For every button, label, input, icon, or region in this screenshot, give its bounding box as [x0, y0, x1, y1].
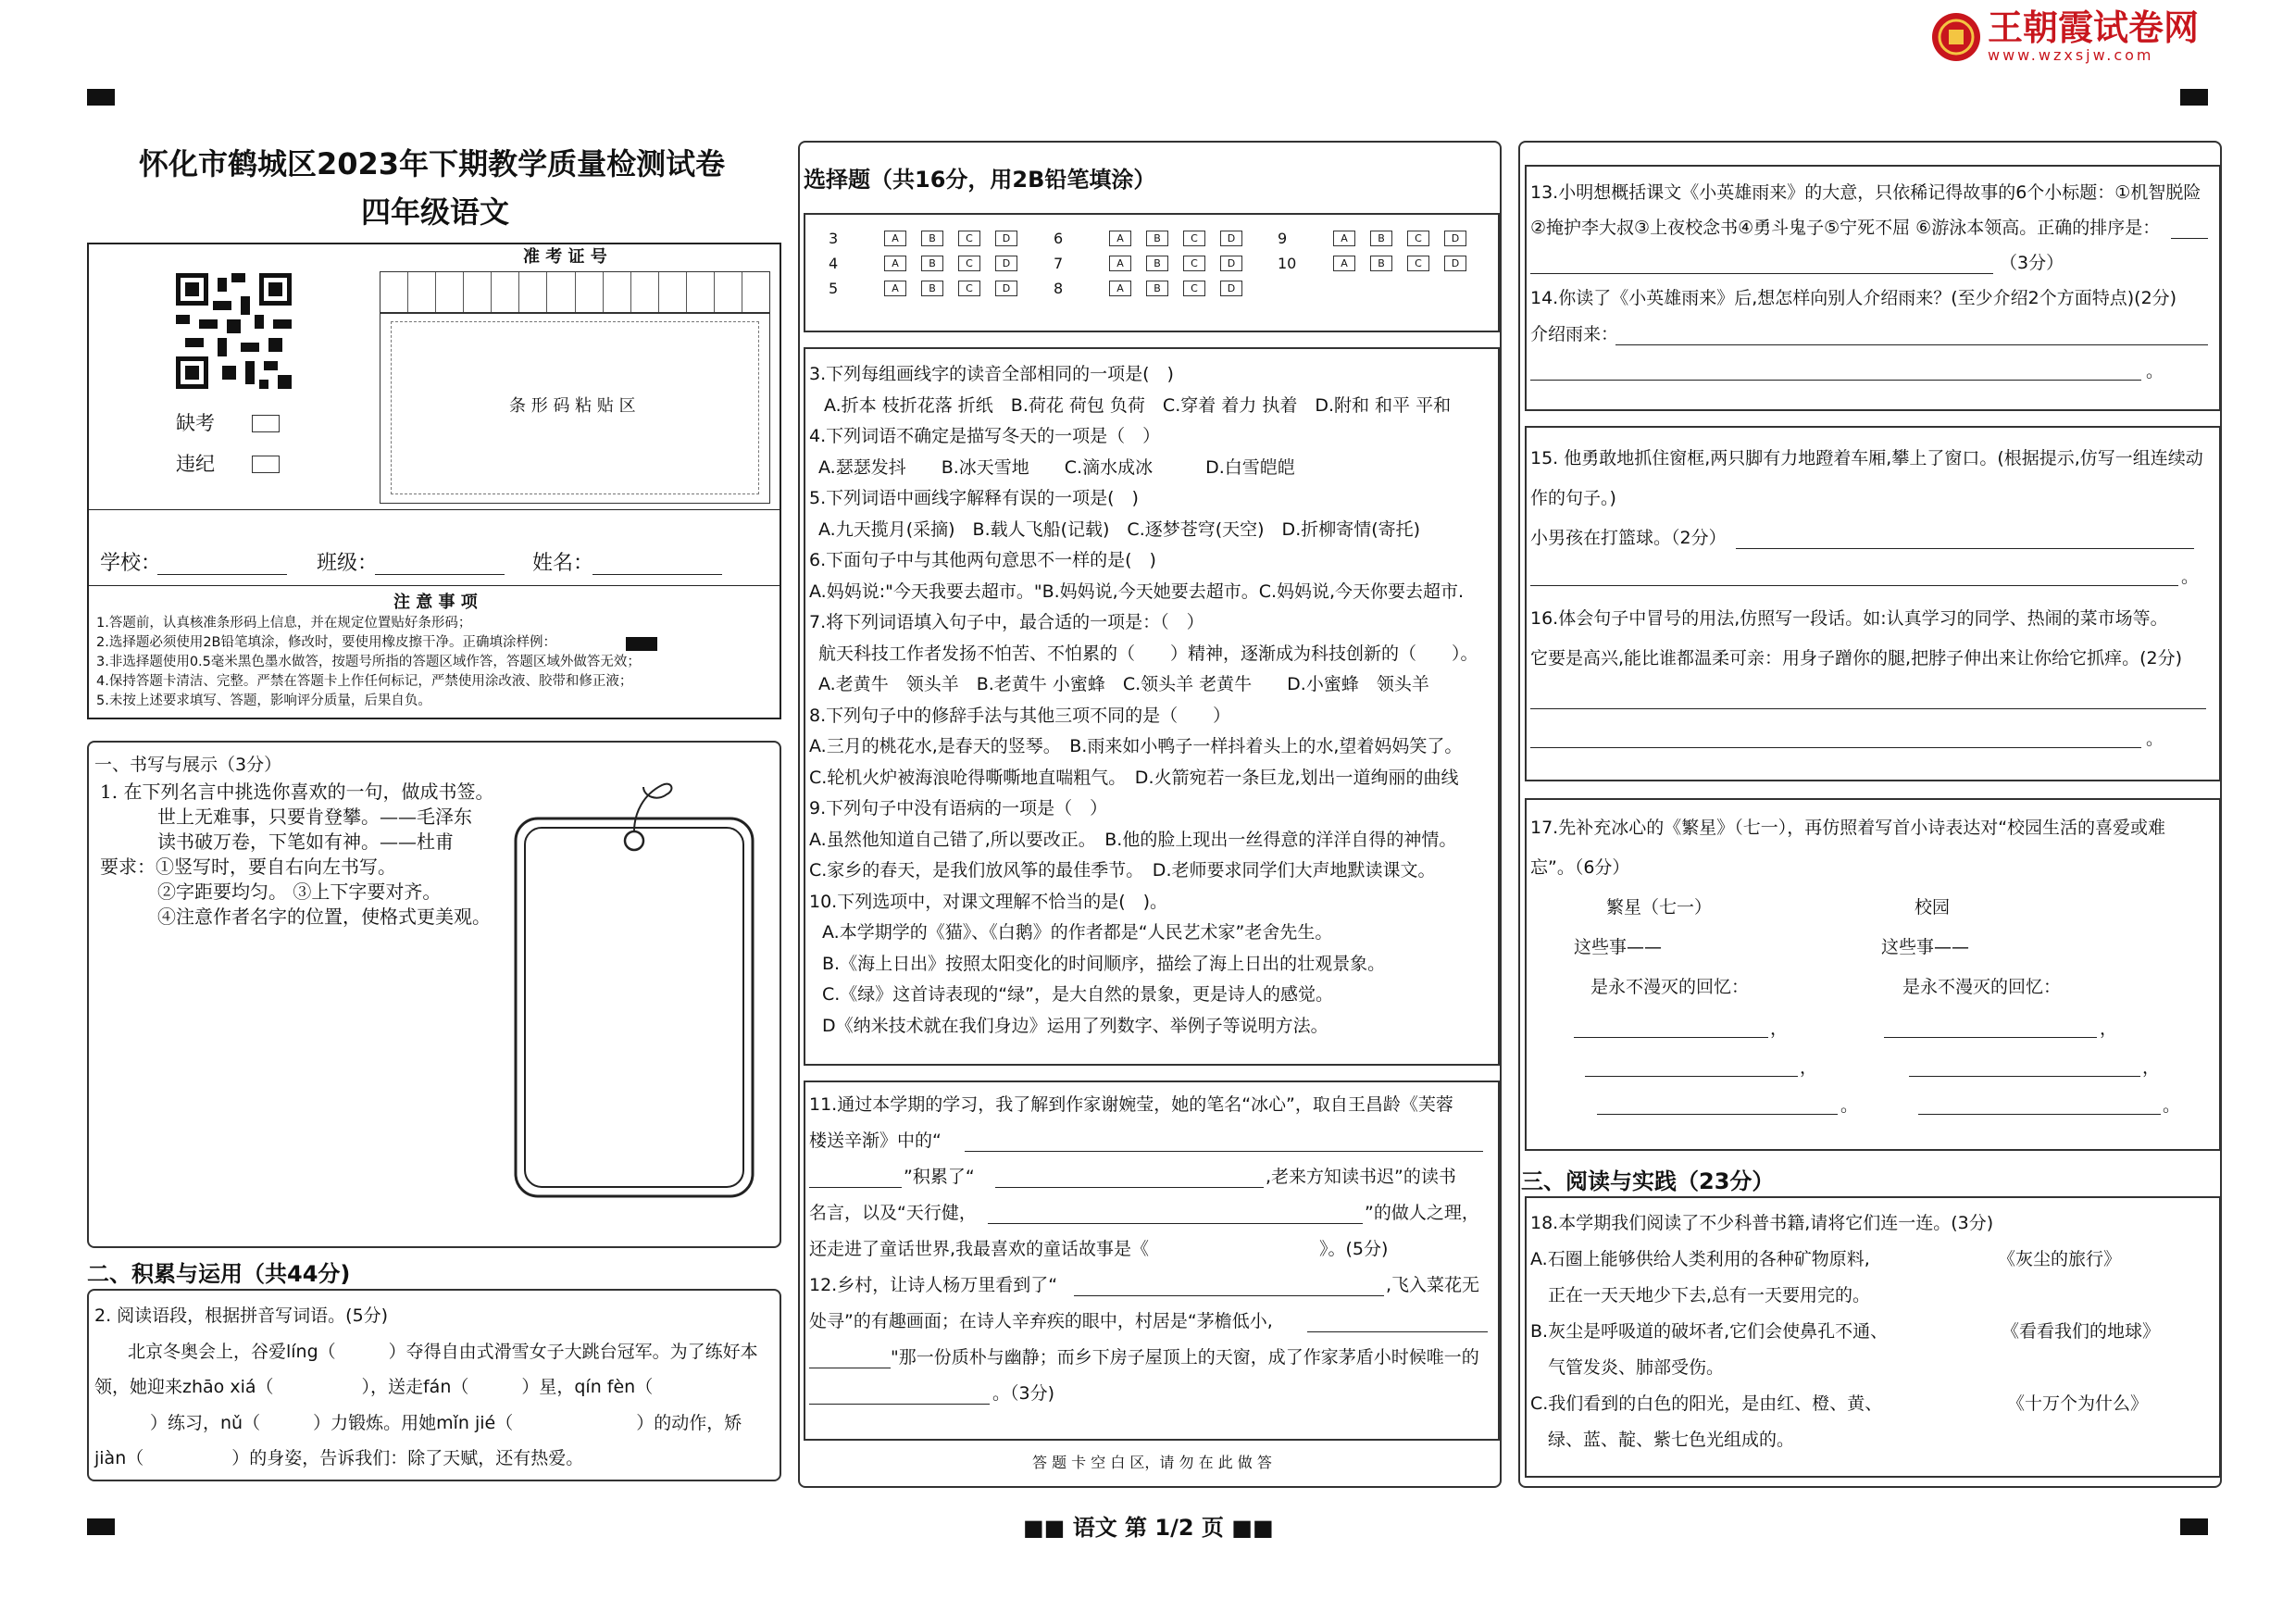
corner-mark — [87, 1518, 115, 1535]
q8-options-b: C.轮机火炉被海浪呛得嘶嘶地直喘粗气。 D.火箭宛若一条巨龙,划出一道绚丽的曲线 — [809, 768, 1459, 788]
q5: 5.下列词语中画线字解释有误的一项是( ) — [809, 488, 1139, 508]
q16-line: 16.体会句子中冒号的用法,仿照写一段话。如:认真学习的同学、热闹的菜市场等。 — [1530, 608, 2168, 629]
answer-line[interactable] — [1574, 1037, 1768, 1038]
q8: 8.下列句子中的修辞手法与其他三项不同的是（ ） — [809, 706, 1231, 726]
q4: 4.下列词语不确定是描写冬天的一项是（ ） — [809, 426, 1161, 446]
q18-c1: C.我们看到的白色的阳光，是由红、橙、黄、 — [1530, 1393, 1883, 1414]
notice-item: 4.保持答题卡清洁、完整。严禁在答题卡上作任何标记，严禁使用涂改液、胶带和修正液； — [96, 674, 633, 689]
q6-options: A.妈妈说:"今天我要去超市。"B.妈妈说,今天她要去超市。C.妈妈说,今天你要去超市. — [809, 581, 1465, 602]
q17-line: 17.先补充冰心的《繁星》（七一），再仿照着写首小诗表达对“校园生活的喜爱或难 — [1530, 818, 2166, 838]
bubble-b[interactable]: B — [1146, 231, 1168, 246]
corner-mark — [2180, 1518, 2208, 1535]
q12-line: "那一份质朴与幽静；而乡下房子屋顶上的天窗，成了作家茅盾小时候唯一的 — [891, 1347, 1479, 1368]
q15-line: 作的句子。) — [1530, 488, 1616, 508]
bubble-d[interactable]: D — [1220, 256, 1242, 271]
q11-line: ”积累了“ — [904, 1167, 975, 1187]
class-label: 班级： — [317, 552, 379, 575]
q9: 9.下列句子中没有语病的一项是（ ） — [809, 798, 1108, 818]
q13-line: ②掩护李大叔③上夜校念书④勇斗鬼子⑤宁死不屈 ⑥游泳本领高。正确的排序是： — [1530, 218, 2161, 238]
violation-label: 违纪 — [176, 453, 215, 475]
q11-line: 还走进了童话世界,我最喜欢的童话故事是《 — [809, 1239, 1150, 1259]
answer-row[interactable] — [1054, 229, 1257, 247]
poem-b-line: 这些事—— — [1881, 937, 1970, 957]
q-num: 8 — [1054, 279, 1064, 297]
answer-line[interactable] — [1074, 1295, 1384, 1296]
q1-req-3: ④注意作者名字的位置，使格式更美观。 — [157, 906, 491, 928]
answer-row[interactable] — [1054, 254, 1257, 272]
punct: ， — [2142, 1057, 2161, 1078]
name-field[interactable] — [592, 574, 722, 575]
answer-row[interactable] — [829, 279, 1032, 297]
poem-a-line: 这些事—— — [1574, 937, 1663, 957]
bubble-d[interactable]: D — [1220, 231, 1242, 246]
answer-line[interactable] — [2171, 238, 2208, 239]
brand-seal-icon — [1930, 11, 1982, 63]
notice-item: 1.答题前，认真核准条形码上信息，并在规定位置贴好条形码； — [96, 616, 472, 631]
q1-quote-b: 读书破万卷，下笔如有神。——杜甫 — [157, 831, 454, 853]
q18-a1: A.石圈上能够供给人类利用的各种矿物原料, — [1530, 1249, 1870, 1269]
q-num: 7 — [1054, 254, 1064, 272]
bubble-b[interactable]: B — [1370, 256, 1392, 271]
zkz-label: 准 考 证 号 — [523, 247, 607, 267]
q12-line: 处寻”的有趣画面；在诗人辛弃疾的眼中，村居是“茅檐低小, — [809, 1311, 1273, 1331]
bubble-c[interactable]: C — [1183, 256, 1205, 271]
q17-line: 忘”。（6分） — [1530, 857, 1630, 878]
blank-area-notice: 答 题 卡 空 白 区，请 勿 在 此 做 答 — [1032, 1454, 1272, 1471]
q-num: 4 — [829, 254, 839, 272]
bubble-a[interactable]: A — [1109, 256, 1131, 271]
answer-row[interactable] — [1054, 279, 1257, 297]
answer-row[interactable] — [1278, 229, 1481, 247]
notice-title: 注 意 事 项 — [393, 593, 478, 612]
q-num: 5 — [829, 279, 839, 297]
page-title: 怀化市鹤城区2023年下期教学质量检测试卷 — [139, 146, 726, 181]
answer-line[interactable] — [995, 1187, 1264, 1188]
bubble-a[interactable]: A — [1109, 231, 1131, 246]
answer-line[interactable] — [1530, 380, 2141, 381]
brand-url: www.wzxsjw.com — [1988, 46, 2154, 64]
q16-end: 。 — [2146, 729, 2164, 749]
q2-line: jiàn（ ）的身姿，告诉我们：除了天赋，还有热爱。 — [94, 1448, 584, 1468]
bubble-d[interactable]: D — [995, 256, 1017, 271]
q1-text: 1. 在下列名言中挑选你喜欢的一句，做成书签。 — [100, 781, 494, 803]
punct: ， — [2100, 1018, 2118, 1039]
page-subtitle: 四年级语文 — [361, 194, 510, 230]
bubble-b[interactable]: B — [921, 231, 943, 246]
q2-line: ）练习，nǔ（ ）力锻炼。用她mǐn jié（ ）的动作，矫 — [150, 1413, 742, 1433]
q16-line: 它要是高兴,能比谁都温柔可亲：用身子蹭你的腿,把脖子伸出来让你给它抓痒。(2分) — [1530, 648, 2182, 668]
answer-line[interactable] — [1615, 344, 2208, 345]
bubble-c[interactable]: C — [1183, 281, 1205, 296]
bubble-d[interactable]: D — [995, 281, 1017, 296]
q14-line: 介绍雨来： — [1530, 324, 1619, 344]
poem-a-title: 繁星（七一） — [1606, 897, 1713, 918]
answer-line[interactable] — [809, 1404, 990, 1405]
poem-b-line: 是永不漫灭的回忆： — [1902, 977, 2062, 997]
q18-b1: B.灰尘是呼吸道的破坏者,它们会使鼻孔不通、 — [1530, 1321, 1889, 1342]
answer-line[interactable] — [1736, 548, 2194, 549]
answer-line[interactable] — [1530, 747, 2141, 748]
q12-line: ,飞入菜花无 — [1386, 1275, 1480, 1295]
q15-line: 15. 他勇敢地抓住窗框,两只脚有力地蹬着车厢,攀上了窗口。(根据提示,仿写一组连续动 — [1530, 448, 2203, 468]
answer-row[interactable] — [829, 229, 1032, 247]
answer-line[interactable] — [1918, 1114, 2161, 1115]
poem-a-line: 是永不漫灭的回忆： — [1590, 977, 1750, 997]
info-divider — [87, 509, 781, 510]
school-field[interactable] — [157, 574, 287, 575]
punct: ， — [1770, 1018, 1789, 1039]
bubble-b[interactable]: B — [1146, 281, 1168, 296]
q1-quote-a: 世上无难事，只要肯登攀。——毛泽东 — [157, 806, 472, 828]
q10-option-c: C.《绿》这首诗表现的“绿”，是大自然的景象，更是诗人的感觉。 — [822, 984, 1333, 1005]
school-label: 学校： — [100, 552, 162, 575]
bubble-b[interactable]: B — [1370, 231, 1392, 246]
q15-q16-box — [1525, 426, 2221, 781]
q-num: 9 — [1278, 229, 1288, 247]
notice-item: 2.选择题必须使用2B铅笔填涂，修改时，要使用橡皮擦干净。正确填涂样例： — [96, 635, 557, 650]
info-divider — [87, 585, 781, 586]
q12-line: 12.乡村，让诗人杨万里看到了“ — [809, 1275, 1058, 1295]
q10-option-b: B.《海上日出》按照太阳变化的时间顺序，描绘了海上日出的壮观景象。 — [822, 954, 1386, 974]
q13-line: 13.小明想概括课文《小英雄雨来》的大意，只依稀记得故事的6个小标题：①机智脱险 — [1530, 182, 2201, 203]
q18-book-3[interactable]: 《十万个为什么》 — [2007, 1393, 2149, 1414]
poem-b-title: 校园 — [1915, 897, 1951, 918]
q12-line: 。（3分) — [992, 1383, 1055, 1404]
q7: 7.将下列词语填入句子中，最合适的一项是：（ ） — [809, 612, 1204, 632]
q2-title: 2. 阅读语段，根据拼音写词语。(5分) — [94, 1305, 389, 1326]
bubble-b[interactable]: B — [921, 281, 943, 296]
zkz-grid[interactable] — [380, 271, 770, 314]
answer-line[interactable] — [1530, 273, 1993, 274]
qr-code-icon — [176, 273, 292, 389]
bubble-a[interactable]: A — [1109, 281, 1131, 296]
violation-checkbox[interactable] — [252, 456, 280, 473]
q7-options: A.老黄牛 领头羊 B.老黄牛 小蜜蜂 C.领头羊 老黄牛 D.小蜜蜂 领头羊 — [818, 674, 1429, 694]
q4-options: A.瑟瑟发抖 B.冰天雪地 C.滴水成冰 D.白雪皑皑 — [818, 457, 1295, 478]
q6: 6.下面句子中与其他两句意思不一样的是( ) — [809, 550, 1156, 570]
q17-box — [1525, 798, 2221, 1151]
q8-options-a: A.三月的桃花水,是春天的竖琴。 B.雨来如小鸭子一样抖着头上的水,望着妈妈笑了。 — [809, 736, 1463, 756]
bubble-a[interactable]: A — [884, 281, 906, 296]
q10: 10.下列选项中，对课文理解不恰当的是( )。 — [809, 892, 1168, 912]
q18-c2: 绿、蓝、靛、紫七色光组成的。 — [1548, 1430, 1795, 1450]
q3: 3.下列每组画线字的读音全部相同的一项是( ) — [809, 364, 1174, 384]
section-3-heading: 三、阅读与实践（23分） — [1521, 1168, 1775, 1194]
absent-label: 缺考 — [176, 412, 215, 434]
bubble-b[interactable]: B — [1146, 256, 1168, 271]
corner-mark — [87, 89, 115, 106]
q11-line: 名言，以及“天行健， — [809, 1203, 977, 1223]
bubble-c[interactable]: C — [1407, 231, 1429, 246]
class-field[interactable] — [375, 574, 505, 575]
bookmark-drawing[interactable] — [505, 776, 764, 1202]
q13-line: （3分） — [2000, 253, 2064, 273]
answer-line[interactable] — [988, 1223, 1363, 1224]
q18-book-2[interactable]: 《看看我们的地球》 — [2002, 1321, 2161, 1342]
bubble-c[interactable]: C — [1407, 256, 1429, 271]
bubble-c[interactable]: C — [958, 231, 980, 246]
bubble-c[interactable]: C — [958, 281, 980, 296]
q-num: 10 — [1278, 254, 1297, 272]
bubble-b[interactable]: B — [921, 256, 943, 271]
q14-end: 。 — [2146, 361, 2164, 381]
q9-options-b: C.家乡的春天，是我们放风筝的最佳季节。 D.老师要求同学们大声地默读课文。 — [809, 860, 1436, 881]
answer-line[interactable] — [1530, 585, 2178, 586]
q18-a2: 正在一天天地少下去,总有一天要用完的。 — [1548, 1285, 1871, 1305]
q18-b2: 气管发炎、肺部受伤。 — [1548, 1357, 1725, 1378]
q2-line: 领，她迎来zhāo xiá（ ），送走fán（ ）星，qín fèn（ — [94, 1377, 654, 1397]
bubble-d[interactable]: D — [1220, 281, 1242, 296]
q5-options: A.九天揽月(采摘) B.载人飞船(记载) C.逐梦苍穹(天空) D.折柳寄情(寄托) — [818, 519, 1421, 540]
q2-line: 北京冬奥会上，谷爱líng（ ）夺得自由式滑雪女子大跳台冠军。为了练好本 — [128, 1342, 758, 1362]
punct: 。 — [2163, 1095, 2181, 1116]
punct: ， — [1800, 1057, 1818, 1078]
q11-line: ”的做人之理， — [1365, 1203, 1479, 1223]
punct: 。 — [1840, 1095, 1859, 1116]
q-num: 6 — [1054, 229, 1064, 247]
answer-row[interactable] — [829, 254, 1032, 272]
q3-options: A.折本 枝折花落 折纸 B.荷花 荷包 负荷 C.穿着 着力 执着 D.附和 和平 平和 — [824, 395, 1452, 416]
notice-item: 5.未按上述要求填写、答题，影响评分质量，后果自负。 — [96, 693, 431, 708]
q-num: 3 — [829, 229, 839, 247]
q11-line: 楼送辛渐》中的“ — [809, 1131, 942, 1151]
q7-sentence: 航天科技工作者发扬不怕苦、不怕累的（ ）精神，逐渐成为科技创新的（ ）。 — [818, 643, 1478, 664]
q11-line: ,老来方知读书迟”的读书 — [1266, 1167, 1456, 1187]
bubble-c[interactable]: C — [958, 256, 980, 271]
q10-option-a: A.本学期学的《猫》、《白鹅》的作者都是“人民艺术家”老舍先生。 — [822, 922, 1333, 943]
corner-mark — [2180, 89, 2208, 106]
section-1-heading: 一、书写与展示（3分） — [94, 755, 282, 775]
page-footer: ■■ 语文 第 1/2 页 ■■ — [1023, 1515, 1274, 1541]
q9-options-a: A.虽然他知道自己错了,所以要改正。 B.他的脸上现出一丝得意的洋洋自得的神情。 — [809, 830, 1457, 850]
name-label: 姓名： — [532, 552, 594, 575]
q11-line: 11.通过本学期的学习，我了解到作家谢婉莹，她的笔名“冰心”，取自王昌龄《芙蓉 — [809, 1094, 1453, 1115]
choice-heading: 选择题（共16分，用2B铅笔填涂） — [804, 167, 1156, 193]
q1-req-2: ②字距要均匀。 ③上下字要对齐。 — [157, 881, 442, 903]
q18-book-1[interactable]: 《灰尘的旅行》 — [1998, 1249, 2122, 1269]
answer-line[interactable] — [965, 1151, 1483, 1152]
barcode-label: 条 形 码 粘 贴 区 — [509, 396, 636, 416]
q1-req-1: 要求：①竖写时，要自右向左书写。 — [100, 856, 396, 878]
answer-line[interactable] — [1530, 708, 2206, 709]
bubble-a[interactable]: A — [884, 231, 906, 246]
section-2-heading: 二、积累与运用（共44分) — [87, 1261, 351, 1287]
answer-row[interactable] — [1278, 254, 1481, 272]
bubble-c[interactable]: C — [1183, 231, 1205, 246]
q15-end: 。 — [2181, 567, 2200, 587]
brand-name: 王朝霞试卷网 — [1988, 7, 2200, 48]
q14-line: 14.你读了《小英雄雨来》后,想怎样向别人介绍雨来？(至少介绍2个方面特点)(2分) — [1530, 288, 2177, 308]
fill-sample — [626, 637, 657, 651]
q18-title: 18.本学期我们阅读了不少科普书籍,请将它们连一连。(3分) — [1530, 1213, 1994, 1233]
q15-line: 小男孩在打篮球。（2分） — [1530, 528, 1727, 548]
answer-line[interactable] — [1307, 1331, 1488, 1332]
notice-item: 3.非选择题使用0.5毫米黑色墨水做答，按题号所指的答题区域作答，答题区域外做答无效； — [96, 655, 641, 669]
q10-option-d: D《纳米技术就在我们身边》运用了列数字、举例子等说明方法。 — [822, 1016, 1328, 1036]
absent-checkbox[interactable] — [252, 415, 280, 432]
bubble-a[interactable]: A — [1333, 256, 1355, 271]
answer-line[interactable] — [809, 1187, 902, 1188]
bubble-d[interactable]: D — [1444, 256, 1466, 271]
bubble-d[interactable]: D — [995, 231, 1017, 246]
bubble-a[interactable]: A — [1333, 231, 1355, 246]
bubble-a[interactable]: A — [884, 256, 906, 271]
answer-line[interactable] — [1585, 1076, 1798, 1077]
answer-line[interactable] — [1597, 1114, 1838, 1115]
bubble-d[interactable]: D — [1444, 231, 1466, 246]
q11-line: 》。(5分) — [1319, 1239, 1389, 1259]
brand-logo — [1930, 9, 2199, 64]
answer-line[interactable] — [1909, 1076, 2140, 1077]
answer-line[interactable] — [1884, 1037, 2097, 1038]
